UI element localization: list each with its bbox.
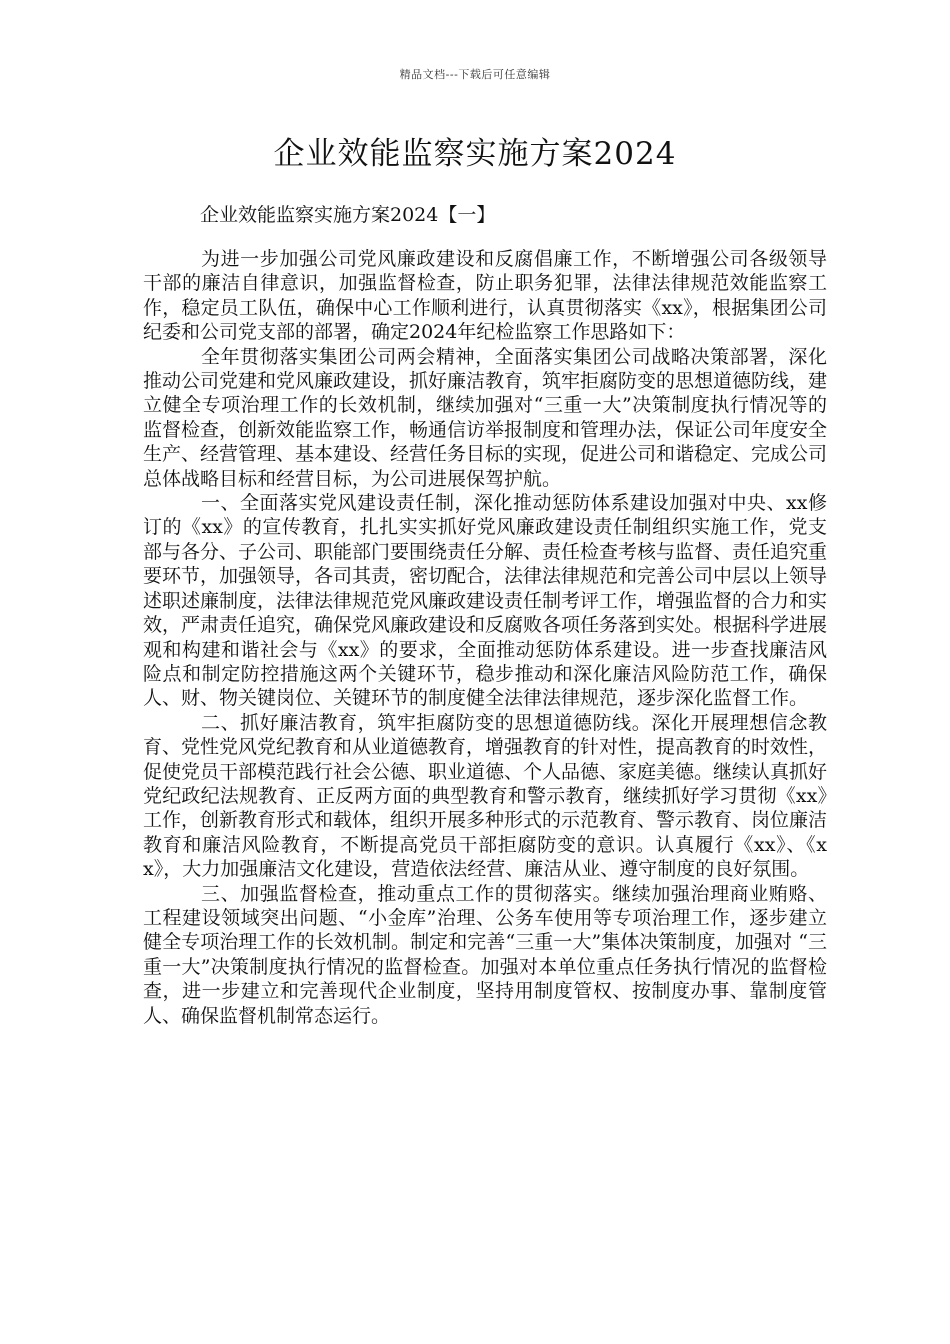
document-body bbox=[143, 247, 827, 1028]
section-heading: 企业效能监察实施方案2024【一】 bbox=[200, 204, 496, 226]
running-header: 精品文档---下载后可任意编辑 bbox=[399, 68, 551, 81]
paragraph-section-2: 二、抓好廉洁教育，筑牢拒腐防变的思想道德防线。深化开展理想信念教育、党性党风党纪教育和从业道德教育，增强教育的针对性，提高教育的时效性，促使党员干部模范践行社会公德、职业道德、个人品德、家庭美德。继续认真抓好党纪政纪法规教育、正反两方面的典型教育和警示教育，继续抓好学习贯彻《xx》工作，创新教育形式和载体，组织开展多种形式的示范教育、警示教育、岗位廉洁教育和廉洁风险教育，不断提高党员干部拒腐防变的意识。认真履行《xx》、《xx》，大力加强廉洁文化建设，营造依法经营、廉洁从业、遵守制度的良好氛围。 bbox=[143, 711, 828, 881]
document-title: 企业效能监察实施方案2024 bbox=[273, 136, 677, 172]
paragraph-overview: 全年贯彻落实集团公司两会精神，全面落实集团公司战略决策部署，深化推动公司党建和党风廉政建设，抓好廉洁教育，筑牢拒腐防变的思想道德防线，建立健全专项治理工作的长效机制，继续加强对“三重一大”决策制度执行情况等的监督检查，创新效能监察工作，畅通信访举报制度和管理办法，保证公司年度安全生产、经营管理、基本建设、经营任务目标的实现，促进公司和谐稳定、完成公司总体战略目标和经营目标，为公司进展保驾护航。 bbox=[143, 345, 828, 490]
paragraph-section-1: 一、全面落实党风建设责任制，深化推动惩防体系建设加强对中央、xx修订的《xx》的宣传教育，扎扎实实抓好党风廉政建设责任制组织实施工作，党支部与各分、子公司、职能部门要围绕责任分解、责任检查考核与监督、责任追究重要环节，加强领导，各司其责，密切配合，法律法律规范和完善公司中层以上领导述职述廉制度，法律法律规范党风廉政建设责任制考评工作，增强监督的合力和实效，严肃责任追究，确保党风廉政建设和反腐败各项任务落到实处。根据科学进展观和构建和谐社会与《xx》的要求，全面推动惩防体系建设。进一步查找廉洁风险点和制定防控措施这两个关键环节，稳步推动和深化廉洁风险防范工作，确保人、财、物关键岗位、关键环节的制度健全法律法律规范，逐步深化监督工作。 bbox=[143, 492, 828, 710]
paragraph-intro: 为进一步加强公司党风廉政建设和反腐倡廉工作，不断增强公司各级领导干部的廉洁自律意识，加强监督检查，防止职务犯罪，法律法律规范效能监察工作，稳定员工队伍，确保中心工作顺利进行，认真贯彻落实《xx》，根据集团公司纪委和公司党支部的部署，确定2024年纪检监察工作思路如下： bbox=[143, 248, 827, 344]
paragraph-section-3: 三、加强监督检查，推动重点工作的贯彻落实。继续加强治理商业贿赂、工程建设领域突出问题、“小金库”治理、公务车使用等专项治理工作，逐步建立健全专项治理工作的长效机制。制定和完善“三重一大”集体决策制度，加强对 “三重一大”决策制度执行情况的监督检查。加强对本单位重点任务执行情况的监督检查，进一步建立和完善现代企业制度，坚持用制度管权、按制度办事、靠制度管人、确保监督机制常态运行。 bbox=[143, 882, 827, 1027]
